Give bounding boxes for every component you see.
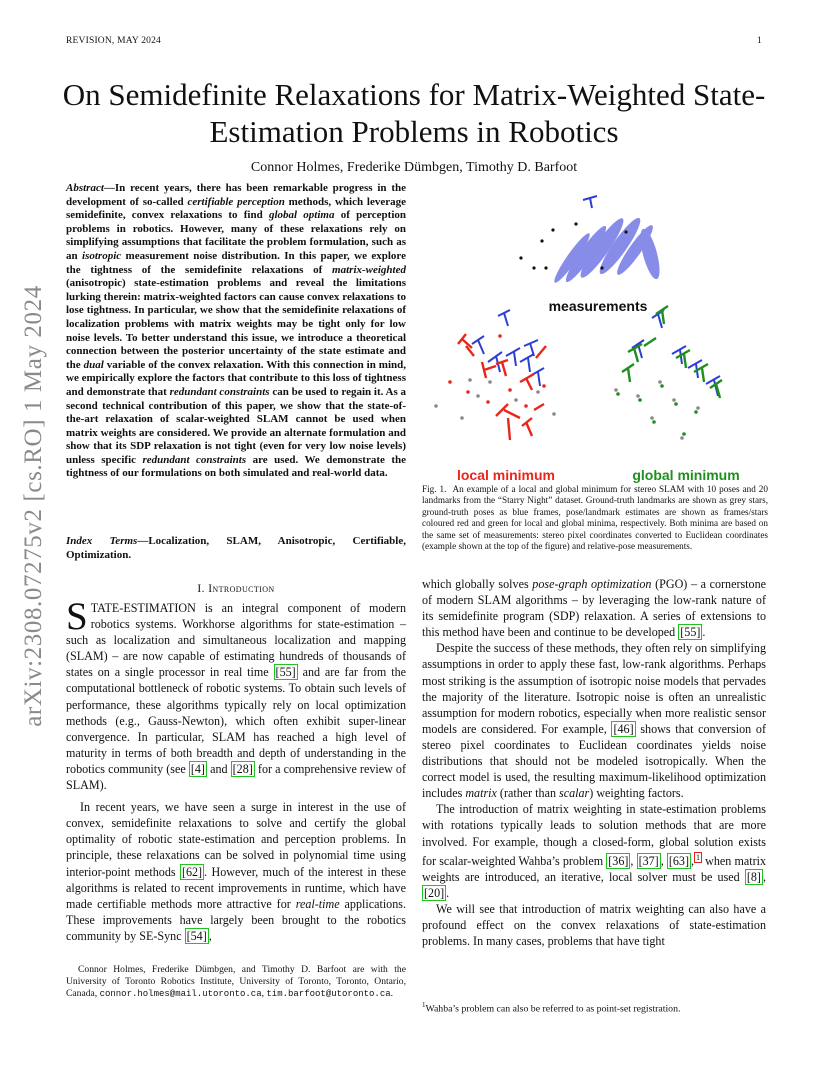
frame-mark <box>520 374 534 390</box>
page-number: 1 <box>757 36 762 46</box>
landmark-mark <box>476 394 480 398</box>
paragraph: Despite the success of these methods, they often rely on simplifying assumptions in order to apply these fast, low-rank algorithms. Perhaps most striking is the assumption of isotropic noise models that pervades the majority of the literature. Isotropic noise is often an unrealistic assumption for modern robotics, especially when more realistic sensor models are considered. For example, [46] shows that conversion of stereo pixel coordinates to Euclidean coordinates yields noise distributions that should not be modeled isotropically. When the correct model is used, the resulting maximum-likelihood optimization includes matrix (rather than scalar) weighting factors. <box>422 641 766 801</box>
frame-mark <box>498 310 510 326</box>
landmark-mark <box>672 398 676 402</box>
landmark-mark <box>514 398 518 402</box>
arxiv-stamp <box>20 285 47 727</box>
paragraph: We will see that introduction of matrix weighting can also have a profound effect on the convex relaxations of state-estimation problems. In many cases, problems that have tight <box>422 901 766 949</box>
caption-label: Fig. 1. <box>422 484 447 494</box>
landmark-mark <box>434 404 438 408</box>
landmark-mark <box>468 378 472 382</box>
footnote-link[interactable]: 1 <box>696 852 701 862</box>
frame-mark <box>482 362 496 378</box>
landmark-estimate-mark <box>660 384 664 388</box>
frame-mark <box>530 368 544 386</box>
global-minimum-plot <box>614 306 722 440</box>
index-terms: Index Terms—Localization, SLAM, Anisotropic, Certifiable, Optimization. <box>66 535 406 561</box>
citation-link[interactable]: [62] <box>181 864 203 879</box>
intro-paragraph-1: STATE-ESTIMATION is an integral component of modern robotics systems. Workhorse algorithms for state-estimation – such as localization and simultaneous localization and mapping (SLAM) – are now capable of estimating hundreds of thousands of states on a single processor in real time [55] and are far from the computational bottleneck of robotic systems. To obtain such levels of performance, these algorithms typically rely on local optimization methods (e.g., Gauss-Newton), which often exhibit super-linear convergence. In particular, SLAM has reached a high level of maturity in terms of both breadth and depth of understanding in the robotics community (see [4] and [28] for a comprehensive review of SLAM). <box>66 595 407 793</box>
landmark-mark <box>658 380 662 384</box>
measurement-ellipses <box>551 214 664 285</box>
landmark-mark <box>650 416 654 420</box>
citation-link[interactable]: [28] <box>232 761 253 776</box>
figure-caption: Fig. 1. An example of a local and global minimum for stereo SLAM with 10 poses and 20 landmarks from the “Starry Night” dataset. Ground-truth landmarks are shown as grey stars, ground-truth poses as blue frames, pose/landmark estimates are shown as frames/stars coloured red and green for local and global minima, respectively. Both minima are based on the same set of measurements: stereo pixel coordinates converted to Euclidean coordinates (example shown at the top of the figure) and relative-pose measurements. <box>422 484 768 552</box>
arxiv-id: arXiv:2308.07275v2 [cs.RO] 1 May 2024 <box>20 285 47 727</box>
abstract-label: Abstract <box>66 182 104 194</box>
point-mark <box>519 256 522 259</box>
frame-mark <box>622 364 634 382</box>
paragraph: which globally solves pose-graph optimization (PGO) – a cornerstone of modern SLAM algorithms – by leveraging the low-rank nature of its semidefinite program (SDP) relaxation. A series of extensions to this method have been and continue to be developed [55] . <box>422 577 767 640</box>
landmark-mark <box>488 380 492 384</box>
landmark-estimate-mark <box>508 388 512 392</box>
frame-mark <box>536 346 546 358</box>
ellipse-mark <box>637 227 664 281</box>
landmark-mark <box>680 436 684 440</box>
point-mark <box>551 228 554 231</box>
citation-link[interactable]: [4] <box>190 761 205 776</box>
running-header: REVISION, MAY 2024 <box>66 36 162 46</box>
dropcap: S <box>66 595 88 638</box>
landmark-estimate-mark <box>682 432 686 436</box>
citation-link[interactable]: [8] <box>746 869 761 884</box>
paper-title: On Semidefinite Relaxations for Matrix-Weighted State-Estimation Problems in Robotics <box>62 77 766 149</box>
frame-mark <box>583 196 597 208</box>
local-minimum-plot <box>434 310 556 440</box>
landmark-mark <box>614 388 618 392</box>
landmark-estimate-mark <box>486 400 490 404</box>
label-global-minimum: global minimum <box>632 467 740 483</box>
intro-text <box>66 595 407 944</box>
landmark-estimate-mark <box>638 398 642 402</box>
landmark-mark <box>636 394 640 398</box>
paragraph: The introduction of matrix weighting in state-estimation problems with rotations typically leads to solution methods that are more involved. For example, though a closed-form, global solution exists for scalar-weighted Wahba’s problem [36] , [37] , [63] , $^1$ when matrix weights are introduced, an iterative, local solver must be used [8] , [20] . <box>422 802 767 900</box>
index-terms-label: Index Terms <box>66 535 138 547</box>
landmark-estimate-mark <box>448 380 452 384</box>
label-measurements: measurements <box>548 298 648 314</box>
frame-mark <box>520 354 534 372</box>
landmark-mark <box>536 390 540 394</box>
landmark-estimate-mark <box>466 390 470 394</box>
landmark-estimate-mark <box>694 410 698 414</box>
frame-mark <box>676 350 690 368</box>
author-list: Connor Holmes, Frederike Dümbgen, Timothy D. Barfoot <box>250 160 578 175</box>
landmark-estimate-mark <box>652 420 656 424</box>
intro-paragraph-2: In recent years, we have seen a surge in interest in the use of convex, semidefinite relaxations to solve and certify the global optimality of robotic state-estimation and perception problems. In principle, these relaxations can be solved in polynomial time using interior-point methods [62] . However, much of the interest in these algorithms is related to recent improvements in runtime, which have made certifiable methods more attractive for real-time applications. These improvements have largely been brought to the robotics community by SE-Sync [54] , <box>66 800 407 943</box>
point-mark <box>544 266 547 269</box>
camera-frame-top <box>583 196 597 208</box>
email-link[interactable]: connor.holmes@mail.utoronto.ca <box>99 989 262 999</box>
frame-mark <box>496 360 508 376</box>
footnote-mark: 1 <box>422 1001 426 1009</box>
citation-link[interactable]: [55] <box>680 625 701 640</box>
frame-mark <box>496 404 520 440</box>
landmark-estimate-mark <box>674 402 678 406</box>
abstract: Abstract—In recent years, there has been remarkable progress in the development of so-called certifiable perception methods, which leverage semidefinite, convex relaxations to find global optima of perception problems in robotics. However, many of these relaxations rely on simplifying assumptions that facilitate the problem formulation, such as an isotropic measurement noise distribution. In this paper, we explore the tightness of the semidefinite relaxations of matrix-weighted (anisotropic) state-estimation problems and reveal the limitations lurking therein: matrix-weighted factors can cause convex relaxations to lose tightness. In particular, we show that the semidefinite relaxations of localization problems with matrix weights may be tight only for low noise levels. To better understand this issue, we introduce a theoretical connection between the posterior uncertainty of the state estimate and the dual variable of the convex relaxation. With this connection in mind, we empirically explore the factors that contribute to this loss of tightness and demonstrate that redundant constraints can be used to regain it. As a second technical contribution of this paper, we show that the state-of-the-art relaxation of scalar-weighted SLAM cannot be used when matrix weights are considered. We provide an alternate formulation and show that its SDP relaxation is not tight (even for very low noise levels) unless specific redundant constraints are used. We demonstrate the tightness of our formulations on both simulated and real-world data. <box>66 182 407 480</box>
right-column-text <box>422 576 766 949</box>
figure-1 <box>426 186 766 486</box>
frame-mark <box>458 334 472 348</box>
label-local-minimum: local minimum <box>456 467 556 483</box>
citation-link[interactable]: [36] <box>608 853 629 868</box>
frame-mark <box>524 340 538 356</box>
citation-link[interactable]: [46] <box>613 721 634 736</box>
frame-mark <box>506 348 520 366</box>
author-affiliation-footnote: Connor Holmes, Frederike Dümbgen, and Timothy D. Barfoot are with the University of Toronto Robotics Institute, University of Toronto, Toronto, Ontario, Canada, connor.holmes@mail.utoronto.ca, tim.barfoot@utoronto.ca. <box>66 964 406 999</box>
section-heading: I. Introduction <box>197 583 275 595</box>
point-mark <box>600 266 603 269</box>
citation-link[interactable]: [63] <box>668 853 690 868</box>
footnote: $^1$Wahba’s problem can also be referred to as point-set registration. <box>422 1001 681 1015</box>
frame-mark <box>534 404 544 410</box>
landmark-mark <box>696 406 700 410</box>
landmark-estimate-mark <box>524 404 528 408</box>
figure-1-graphic <box>426 186 766 486</box>
email-link[interactable]: tim.barfoot@utoronto.ca <box>266 989 391 999</box>
landmark-mark <box>460 416 464 420</box>
citation-link[interactable]: [55] <box>275 665 296 680</box>
landmark-estimate-mark <box>542 384 546 388</box>
landmark-estimate-mark <box>498 334 502 338</box>
landmark-estimate-mark <box>616 392 620 396</box>
landmark-mark <box>552 412 556 416</box>
citation-link[interactable]: [20] <box>424 885 445 900</box>
frame-mark <box>644 338 656 346</box>
point-mark <box>574 222 577 225</box>
point-mark <box>532 266 535 269</box>
frame-mark <box>472 336 484 354</box>
point-mark <box>624 230 627 233</box>
frame-mark <box>522 418 532 436</box>
point-mark <box>540 239 543 242</box>
citation-link[interactable]: [54] <box>186 928 207 943</box>
citation-link[interactable]: [37] <box>638 853 659 868</box>
